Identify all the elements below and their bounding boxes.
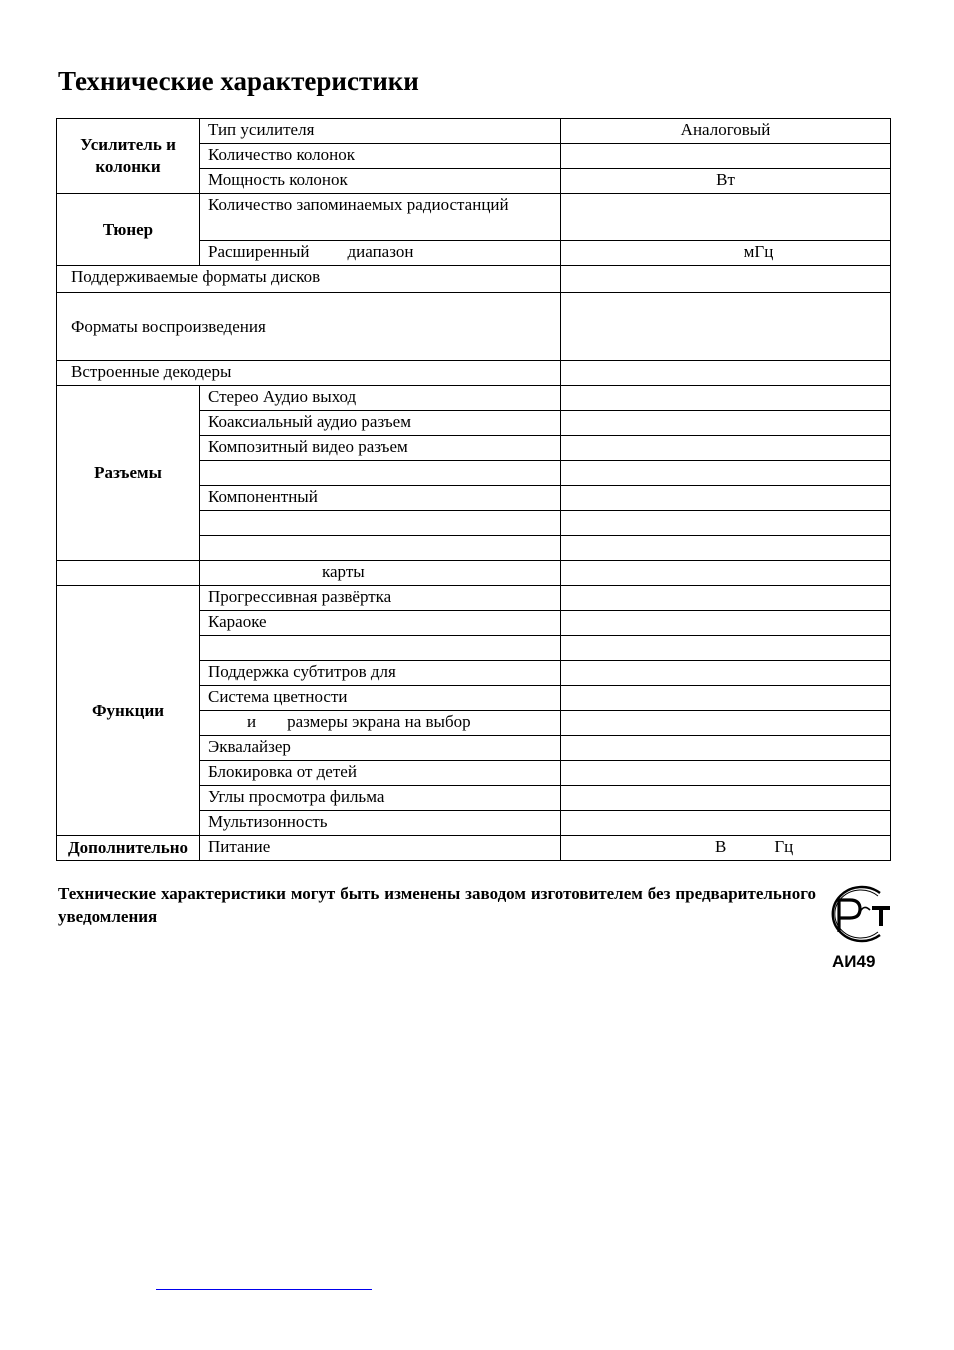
row-value bbox=[561, 586, 891, 611]
table-row bbox=[57, 266, 891, 293]
row-value bbox=[561, 511, 891, 536]
row-label-part: размеры экрана на выбор bbox=[287, 712, 471, 731]
row-value bbox=[561, 536, 891, 561]
certification-code: АИ49 bbox=[832, 952, 876, 971]
row-label-extended bbox=[200, 241, 561, 266]
category-tuner: Тюнер bbox=[57, 194, 200, 266]
row-label bbox=[200, 536, 561, 561]
row-label: Блокировка от детей bbox=[200, 761, 561, 786]
category-card bbox=[57, 561, 200, 586]
row-label: Система цветности bbox=[200, 686, 561, 711]
row-value bbox=[561, 711, 891, 736]
row-label: Мультизонность bbox=[200, 811, 561, 836]
table-row bbox=[57, 386, 891, 411]
category-connectors: Разъемы bbox=[57, 386, 200, 561]
row-value-part: Гц bbox=[774, 837, 794, 856]
table-row bbox=[57, 836, 891, 861]
row-label: Стерео Аудио выход bbox=[200, 386, 561, 411]
table-row bbox=[57, 293, 891, 361]
row-label-part: и bbox=[247, 712, 257, 731]
row-value-power bbox=[561, 836, 891, 861]
row-label: Композитный видео разъем bbox=[200, 436, 561, 461]
row-value bbox=[561, 361, 891, 386]
row-label: Тип усилителя bbox=[200, 119, 561, 144]
row-value bbox=[561, 811, 891, 836]
row-label: Углы просмотра фильма bbox=[200, 786, 561, 811]
row-value: Аналоговый bbox=[561, 119, 891, 144]
table-row bbox=[57, 361, 891, 386]
row-label: Прогрессивная развёртка bbox=[200, 586, 561, 611]
row-label-part: диапазон bbox=[347, 242, 414, 261]
row-value bbox=[561, 761, 891, 786]
row-label-part: Расширенный bbox=[208, 242, 310, 261]
disclaimer-note: Технические характеристики могут быть изменены заводом изготовителем без предварительного уведомления bbox=[58, 884, 816, 926]
row-label: Форматы воспроизведения bbox=[57, 293, 561, 361]
row-value bbox=[561, 636, 891, 661]
row-label: Компонентный bbox=[200, 486, 561, 511]
row-label: Количество колонок bbox=[200, 144, 561, 169]
row-value-part: В bbox=[715, 837, 727, 856]
row-value bbox=[561, 293, 891, 361]
row-label: Мощность колонок bbox=[200, 169, 561, 194]
row-value bbox=[561, 661, 891, 686]
row-label bbox=[200, 461, 561, 486]
row-value bbox=[561, 786, 891, 811]
rst-certification-icon bbox=[822, 884, 892, 944]
row-label: Караоке bbox=[200, 611, 561, 636]
row-label: Питание bbox=[200, 836, 561, 861]
specs-table bbox=[56, 118, 891, 861]
row-value bbox=[561, 736, 891, 761]
row-label bbox=[200, 636, 561, 661]
category-amp: Усилитель и колонки bbox=[57, 119, 200, 194]
row-value bbox=[561, 411, 891, 436]
link-underline[interactable] bbox=[156, 1289, 372, 1290]
row-value bbox=[561, 561, 891, 586]
row-value: Вт bbox=[561, 169, 891, 194]
table-row bbox=[57, 561, 891, 586]
row-label: Коаксиальный аудио разъем bbox=[200, 411, 561, 436]
row-label: Поддерживаемые форматы дисков bbox=[57, 266, 561, 293]
row-value bbox=[561, 266, 891, 293]
row-value bbox=[561, 144, 891, 169]
row-value: мГц bbox=[561, 241, 891, 266]
row-label: карты bbox=[200, 561, 561, 586]
category-extra: Дополнительно bbox=[57, 836, 200, 861]
row-label: Эквалайзер bbox=[200, 736, 561, 761]
row-value bbox=[561, 686, 891, 711]
table-row bbox=[57, 586, 891, 611]
row-label: Поддержка субтитров для bbox=[200, 661, 561, 686]
row-value bbox=[561, 436, 891, 461]
row-value bbox=[561, 461, 891, 486]
row-value bbox=[561, 194, 891, 241]
table-row bbox=[57, 119, 891, 144]
page-title: Технические характеристики bbox=[58, 66, 419, 96]
row-value bbox=[561, 386, 891, 411]
row-value bbox=[561, 486, 891, 511]
row-label: Количество запоминаемых радиостанций bbox=[200, 194, 561, 241]
row-label bbox=[200, 511, 561, 536]
category-functions: Функции bbox=[57, 586, 200, 836]
table-row bbox=[57, 194, 891, 241]
row-label: Встроенные декодеры bbox=[57, 361, 561, 386]
row-value bbox=[561, 611, 891, 636]
row-label-aspect bbox=[200, 711, 561, 736]
